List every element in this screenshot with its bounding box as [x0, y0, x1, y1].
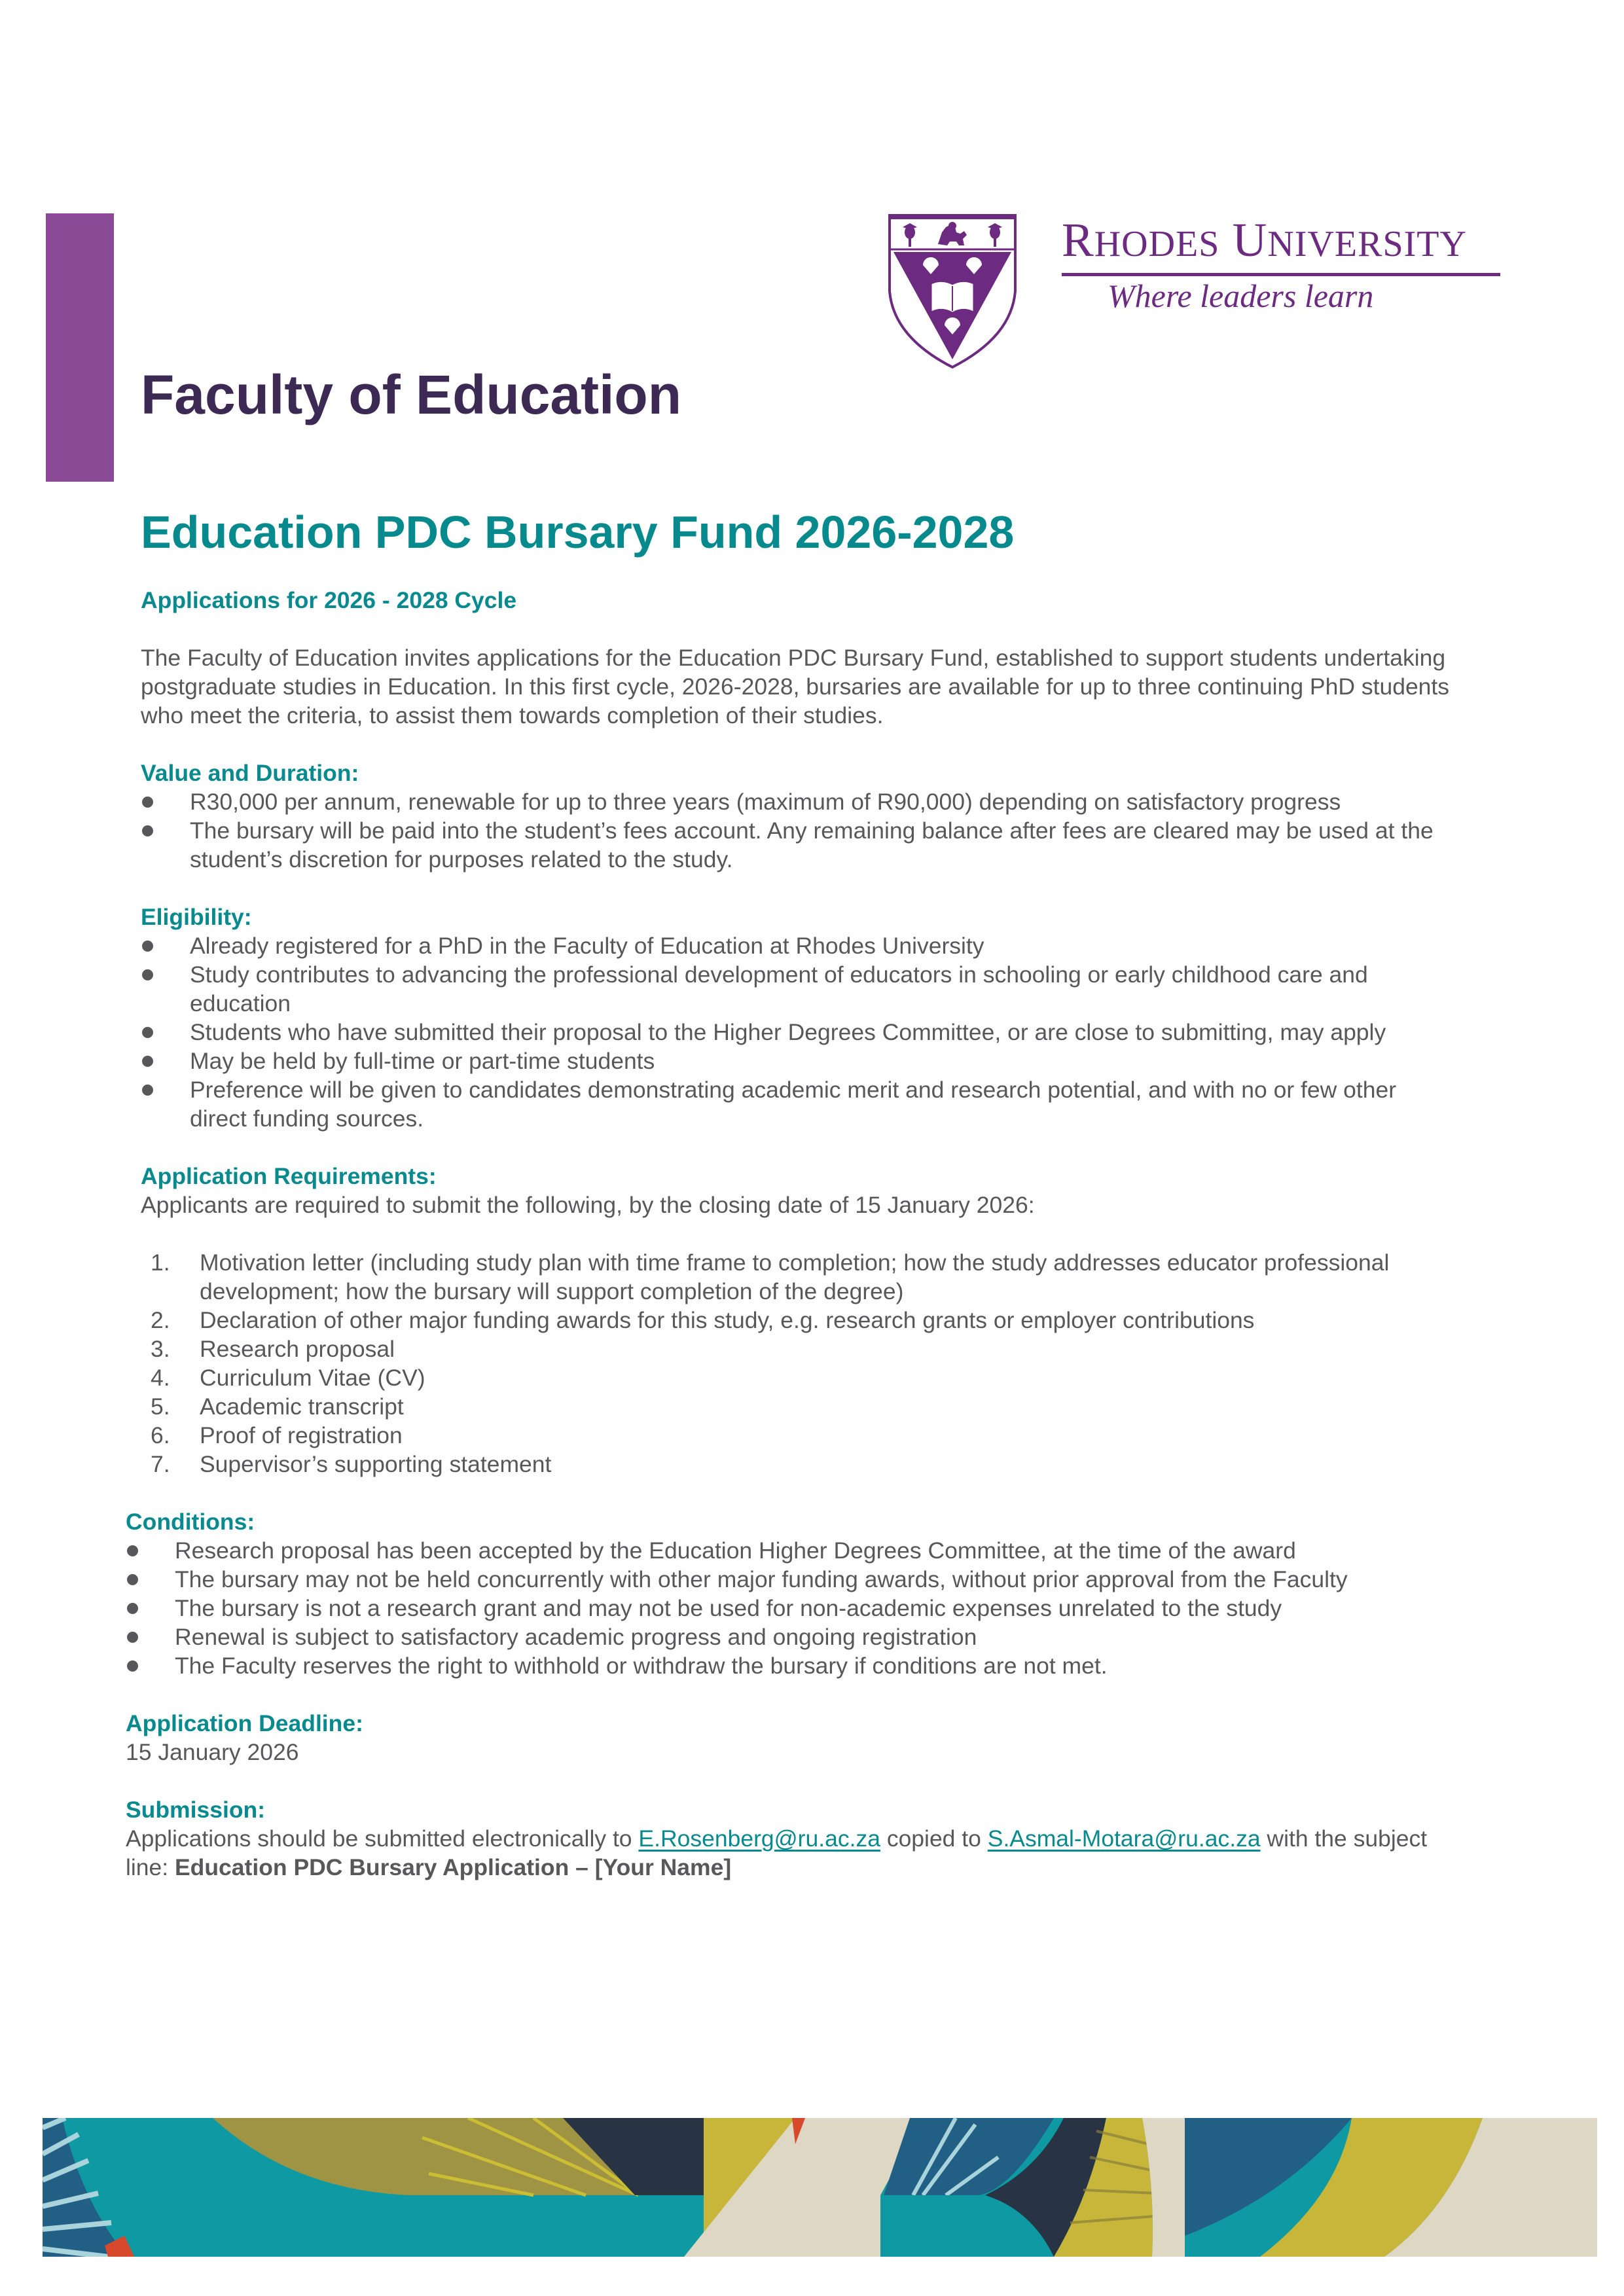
list-item	[141, 1335, 1450, 1363]
submission-text	[126, 1824, 1450, 1882]
value-section	[141, 759, 1450, 874]
requirements-intro: Applicants are required to submit the following, by the closing date of 15 January 2026:	[141, 1192, 1035, 1218]
decorative-footer-band	[43, 2118, 1597, 2257]
list-item	[141, 1306, 1450, 1335]
abstract-pattern-graphic	[43, 2118, 1597, 2257]
bullet-icon	[142, 1027, 153, 1038]
wordmark	[1062, 213, 1520, 314]
submission-section	[126, 1795, 1450, 1882]
list-item-text: Research proposal	[200, 1336, 395, 1362]
requirements-heading: Application Requirements:	[141, 1163, 437, 1189]
bullet-icon	[142, 969, 153, 980]
university-crest-icon	[887, 213, 1018, 370]
deadline-heading: Application Deadline:	[126, 1710, 363, 1736]
submission-text-middle: copied to	[880, 1825, 988, 1852]
bullet-icon	[142, 825, 153, 836]
item-number: 3.	[151, 1336, 170, 1362]
list-item	[141, 1392, 1450, 1421]
list-item-text: The bursary will be paid into the student’s fees account. Any remaining balance after fees are cleared may be used at the student’s discretion for purposes related to the study.	[190, 817, 1434, 872]
list-item-text: Renewal is subject to satisfactory academic progress and ongoing registration	[175, 1624, 977, 1650]
list-item-text: Academic transcript	[200, 1393, 404, 1420]
cycle-section	[141, 586, 1450, 730]
subject-line: Education PDC Bursary Application – [Your Name]	[175, 1854, 732, 1880]
submission-text-after: with the subject line:	[126, 1825, 1428, 1880]
conditions-heading: Conditions:	[126, 1509, 255, 1535]
item-number: 1.	[151, 1249, 170, 1276]
name-rest-1: HODES	[1094, 224, 1220, 264]
item-number: 6.	[151, 1422, 170, 1448]
bullet-icon	[142, 1056, 153, 1067]
list-item-text: Students who have submitted their proposal to the Higher Degrees Committee, or are close to submitting, may apply	[190, 1019, 1386, 1045]
submission-text-before: Applications should be submitted electronically to	[126, 1825, 639, 1852]
list-item-text: May be held by full-time or part-time students	[190, 1048, 655, 1074]
list-item	[141, 1075, 1450, 1133]
bullet-icon	[142, 1085, 153, 1096]
list-item-text: The bursary may not be held concurrently with other major funding awards, without prior approval from the Faculty	[175, 1566, 1348, 1592]
list-item	[141, 1018, 1450, 1047]
submission-heading: Submission:	[126, 1797, 266, 1823]
deadline-date: 15 January 2026	[126, 1739, 299, 1765]
item-number: 5.	[151, 1393, 170, 1420]
document-body	[126, 586, 1450, 1882]
name-initial-1: R	[1062, 213, 1094, 266]
eligibility-section	[141, 903, 1450, 1133]
lower-sections	[126, 1507, 1450, 1882]
list-item	[141, 1047, 1450, 1075]
list-item-text: Study contributes to advancing the professional development of educators in schooling or early childhood care and education	[190, 961, 1368, 1016]
list-item-text: The Faculty reserves the right to withhold or withdraw the bursary if conditions are not met.	[175, 1653, 1108, 1679]
requirements-section	[141, 1162, 1450, 1479]
wordmark-rule	[1062, 273, 1500, 276]
bullet-icon	[127, 1603, 138, 1614]
requirements-list	[141, 1248, 1450, 1479]
accent-bar	[46, 213, 114, 482]
list-item	[141, 1363, 1450, 1392]
item-number: 4.	[151, 1365, 170, 1391]
list-item	[126, 1623, 1450, 1651]
bullet-icon	[142, 941, 153, 952]
list-item-text: Preference will be given to candidates demonstrating academic merit and research potential, and with no or few other direct funding sources.	[190, 1077, 1397, 1132]
bullet-icon	[127, 1574, 138, 1585]
university-tagline: Where leaders learn	[1108, 278, 1374, 314]
intro-paragraph: The Faculty of Education invites applications for the Education PDC Bursary Fund, established to support students undertaking postgraduate studies in Education. In this first cycle, 2026-2028, bursaries are available for up to three continuing PhD students who meet the criteria, to assist them towards completion of their studies.	[141, 645, 1450, 728]
list-item-text: Supervisor’s supporting statement	[200, 1451, 552, 1477]
list-item-text: The bursary is not a research grant and may not be used for non-academic expenses unrelated to the study	[175, 1595, 1282, 1621]
bullet-icon	[127, 1632, 138, 1643]
name-rest-2: NIVERSITY	[1267, 224, 1467, 264]
rhodes-university-logo	[887, 213, 1509, 370]
list-item-text: Research proposal has been accepted by the Education Higher Degrees Committee, at the time of the award	[175, 1537, 1296, 1564]
list-item	[126, 1565, 1450, 1594]
email-link-primary[interactable]: E.Rosenberg@ru.ac.za	[638, 1825, 880, 1852]
email-link-cc[interactable]: S.Asmal-Motara@ru.ac.za	[987, 1825, 1261, 1852]
list-item	[126, 1594, 1450, 1623]
bullet-icon	[127, 1660, 138, 1672]
list-item	[141, 816, 1450, 874]
list-item	[141, 1421, 1450, 1450]
list-item-text: Declaration of other major funding awards for this study, e.g. research grants or employer contributions	[200, 1307, 1255, 1333]
eligibility-heading: Eligibility:	[141, 904, 252, 930]
item-number: 7.	[151, 1451, 170, 1477]
list-item	[141, 787, 1450, 816]
list-item	[141, 960, 1450, 1018]
deadline-section	[126, 1709, 1450, 1767]
list-item-text: Curriculum Vitae (CV)	[200, 1365, 425, 1391]
list-item	[141, 1450, 1450, 1479]
bullet-icon	[142, 797, 153, 808]
list-item-text: Already registered for a PhD in the Faculty of Education at Rhodes University	[190, 933, 984, 959]
value-list	[141, 787, 1450, 874]
conditions-section	[126, 1507, 1450, 1680]
name-initial-2: U	[1232, 213, 1268, 266]
list-item	[141, 931, 1450, 960]
eligibility-list	[141, 931, 1450, 1133]
list-item	[126, 1536, 1450, 1565]
faculty-title: Faculty of Education	[141, 364, 682, 425]
university-name	[1062, 213, 1520, 272]
bullet-icon	[127, 1545, 138, 1556]
list-item-text: R30,000 per annum, renewable for up to three years (maximum of R90,000) depending on satisfactory progress	[190, 789, 1341, 815]
conditions-list	[126, 1536, 1450, 1680]
page-title: Education PDC Bursary Fund 2026-2028	[141, 507, 1015, 558]
list-item	[141, 1248, 1450, 1306]
item-number: 2.	[151, 1307, 170, 1333]
list-item	[126, 1651, 1450, 1680]
cycle-heading: Applications for 2026 - 2028 Cycle	[141, 587, 517, 613]
list-item-text: Proof of registration	[200, 1422, 403, 1448]
list-item-text: Motivation letter (including study plan with time frame to completion; how the study addresses educator professional development; how the bursary will support completion of the degree)	[200, 1249, 1390, 1304]
value-heading: Value and Duration:	[141, 760, 359, 786]
